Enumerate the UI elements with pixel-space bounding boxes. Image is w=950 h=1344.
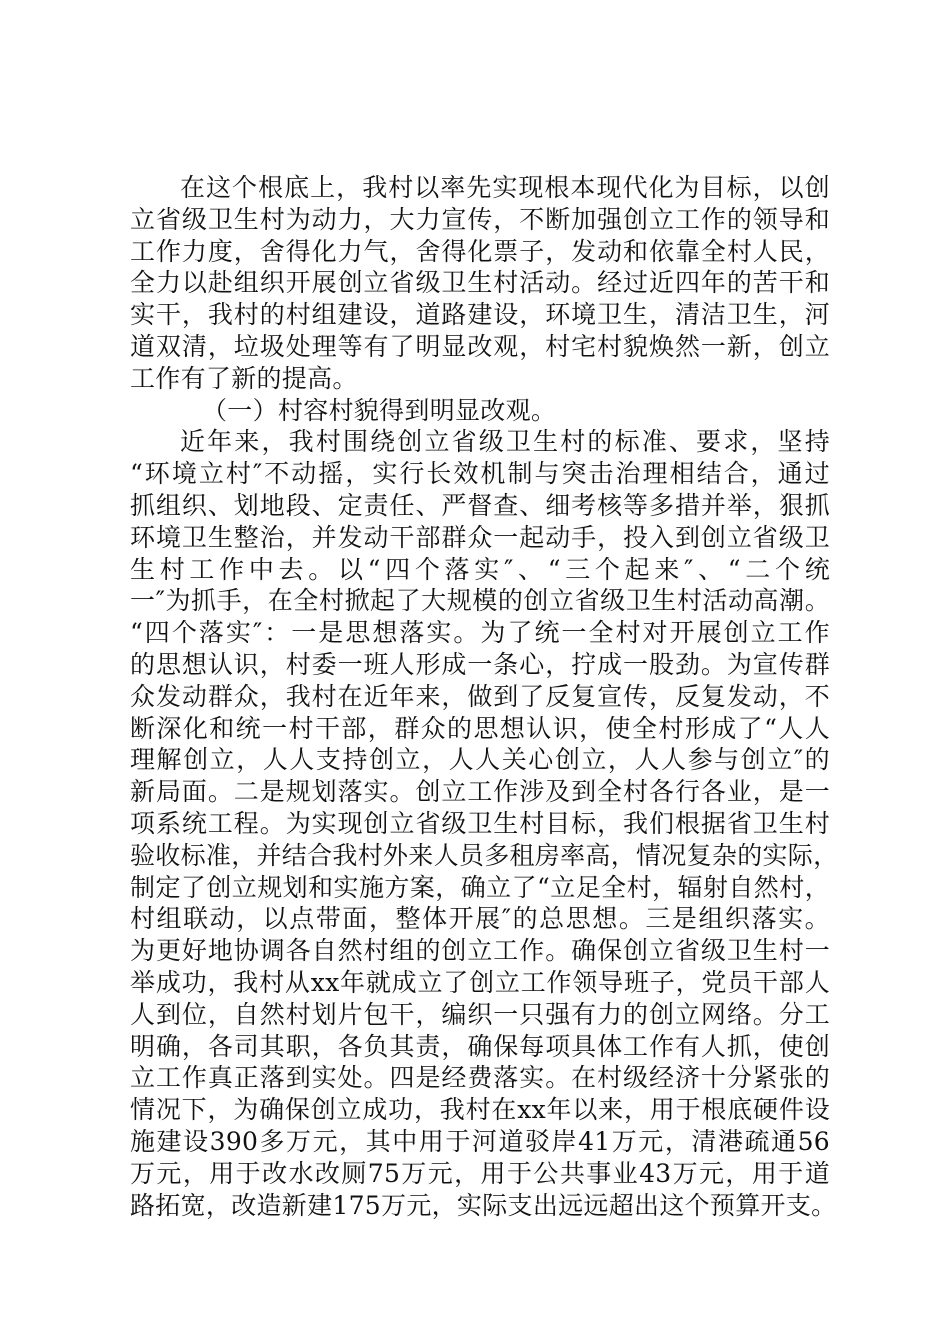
paragraph-line: 路拓宽，改造新建175万元，实际支出远远超出这个预算开支。: [130, 1190, 837, 1220]
paragraph-line: 抓组织、划地段、定责任、严督查、细考核等多措并举，狠抓: [130, 490, 830, 520]
section-heading: （一）村容村貌得到明显改观。: [202, 395, 557, 425]
paragraph-line: 一″为抓手，在全村掀起了大规模的创立省级卫生村活动高潮。: [130, 586, 830, 616]
paragraph-line: 举成功，我村从xx年就成立了创立工作领导班子，党员干部人: [130, 967, 830, 997]
paragraph-line: 验收标准，并结合我村外来人员多租房率高，情况复杂的实际，: [130, 840, 839, 870]
paragraph-line: 生村工作中去。以“四个落实″、“三个起来″、“二个统: [130, 554, 830, 584]
paragraph-line: 众发动群众，我村在近年来，做到了反复宣传，反复发动，不: [130, 681, 830, 711]
paragraph-line: 制定了创立规划和实施方案，确立了“立足全村，辐射自然村，: [130, 872, 830, 902]
paragraph-line: 项系统工程。为实现创立省级卫生村目标，我们根据省卫生村: [130, 808, 830, 838]
body-text: [130, 172, 839, 1221]
paragraph-line: 立省级卫生村为动力，大力宣传，不断加强创立工作的领导和: [130, 204, 830, 234]
paragraph-line: 实干，我村的村组建设，道路建设，环境卫生，清洁卫生，河: [130, 300, 830, 330]
paragraph-line: 明确，各司其职，各负其责，确保每项具体工作有人抓，使创: [130, 1031, 830, 1061]
paragraph-line: 村组联动，以点带面，整体开展″的总思想。三是组织落实。: [130, 904, 830, 934]
paragraph-line: 新局面。二是规划落实。创立工作涉及到全村各行各业，是一: [130, 777, 830, 807]
paragraph-line: 为更好地协调各自然村组的创立工作。确保创立省级卫生村一: [130, 936, 830, 966]
paragraph-line: 环境卫生整治，并发动干部群众一起动手，投入到创立省级卫: [130, 522, 830, 552]
paragraph-line: 的思想认识，村委一班人形成一条心，拧成一股劲。为宣传群: [130, 649, 830, 679]
paragraph-line: 万元，用于改水改厕75万元，用于公共事业43万元，用于道: [130, 1158, 830, 1188]
paragraph-line: 人到位，自然村划片包干，编织一只强有力的创立网络。分工: [130, 999, 830, 1029]
paragraph-line: 工作有了新的提高。: [130, 363, 358, 393]
paragraph-line: 立工作真正落到实处。四是经费落实。在村级经济十分紧张的: [130, 1063, 830, 1093]
paragraph-line: 全力以赴组织开展创立省级卫生村活动。经过近四年的苦干和: [130, 268, 830, 298]
paragraph-line: 在这个根底上，我村以率先实现根本现代化为目标，以创: [180, 173, 830, 202]
paragraph-line: 情况下，为确保创立成功，我村在xx年以来，用于根底硬件设: [130, 1095, 830, 1125]
paragraph-line: 道双清，垃圾处理等有了明显改观，村宅村貌焕然一新，创立: [130, 331, 830, 361]
paragraph-line: “环境立村″不动摇，实行长效机制与突击治理相结合，通过: [130, 459, 830, 489]
paragraph-line: “四个落实″：一是思想落实。为了统一全村对开展创立工作: [130, 618, 830, 648]
paragraph-line: 施建设390多万元，其中用于河道驳岸41万元，清港疏通56: [130, 1126, 830, 1156]
paragraph-line: 理解创立，人人支持创立，人人关心创立，人人参与创立″的: [130, 745, 830, 775]
paragraph-line: 断深化和统一村干部，群众的思想认识，使全村形成了“人人: [130, 713, 830, 743]
paragraph-line: 近年来，我村围绕创立省级卫生村的标准、要求，坚持: [180, 427, 830, 457]
paragraph-line: 工作力度，舍得化力气，舍得化票子，发动和依靠全村人民，: [130, 236, 830, 266]
